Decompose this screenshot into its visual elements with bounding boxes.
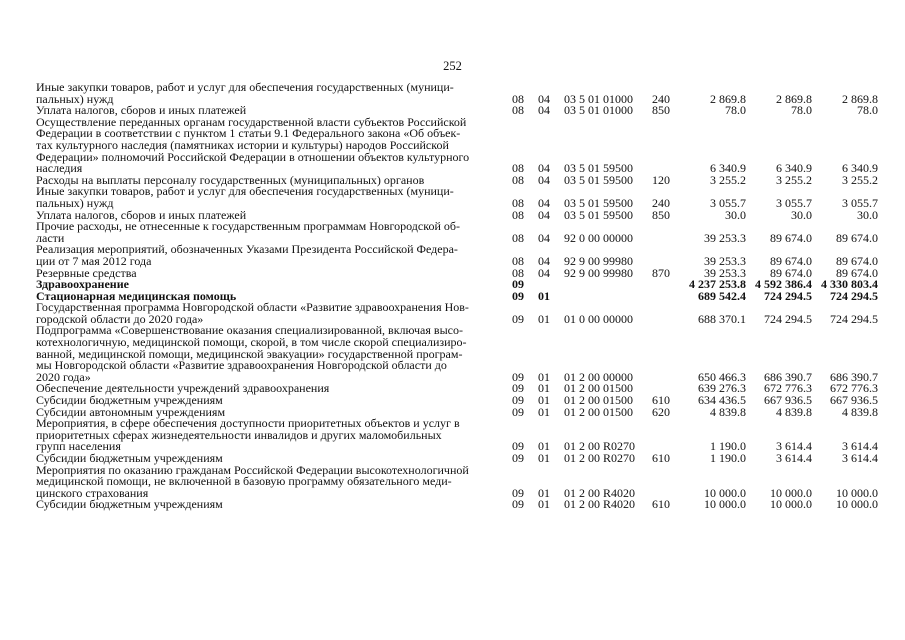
subsection-code-cell: 04	[538, 103, 550, 118]
table-body	[36, 82, 878, 511]
expense-type-cell	[652, 244, 680, 267]
amount-year2-cell: 10 000.0	[770, 485, 812, 500]
section-code-cell: 08	[512, 172, 524, 187]
subsection-code-cell: 04	[538, 253, 550, 268]
amount-year3-cell: 672 776.3	[830, 381, 878, 396]
subsection-code-cell: 01	[538, 369, 550, 384]
subsection-code-cell: 04	[538, 195, 550, 210]
expense-name-line: групп населения	[36, 439, 121, 454]
amount-year1-cell: 78.0	[725, 103, 746, 118]
expense-name-line: Федерации» полномочий Российской Федерации в отношении объектов культурного	[36, 149, 470, 164]
target-article-cell	[564, 291, 652, 303]
amount-year2-cell: 3 614.4	[776, 439, 812, 454]
subsection-code-cell: 04	[538, 172, 550, 187]
expense-type-cell: 620	[652, 404, 670, 419]
amount-year1-cell: 2 869.8	[710, 91, 746, 106]
table-row	[36, 244, 878, 267]
expense-type-cell	[652, 117, 680, 175]
expense-name-line: Резервные средства	[36, 265, 137, 280]
target-article-cell: 92 9 00 99980	[564, 265, 633, 280]
target-article-cell	[564, 279, 652, 291]
section-code-cell: 08	[512, 103, 524, 118]
page-number: 252	[443, 59, 462, 73]
expense-name-cell	[36, 186, 512, 209]
expense-name-line: Подпрограмма «Совершенствование оказания специализированной, включая высо-	[36, 323, 463, 338]
expense-name-line: Мероприятия по оказанию гражданам Российской Федерации высокотехнологичной	[36, 462, 469, 477]
subsection-code-cell: 01	[538, 497, 550, 512]
amount-year3-cell: 89 674.0	[836, 253, 878, 268]
table-row	[36, 117, 878, 175]
target-article-cell: 01 2 00 01500	[564, 404, 633, 419]
expense-type-cell	[652, 221, 680, 244]
amount-year1-cell: 30.0	[725, 207, 746, 222]
subsection-code-cell: 01	[538, 451, 550, 465]
amount-year1-cell: 4 237 253.8	[689, 277, 746, 292]
table-row	[36, 418, 878, 453]
amount-year2-cell: 724 294.5	[764, 288, 812, 303]
expense-name-line: Стационарная медицинская помощь	[36, 288, 237, 303]
expense-name-line: наследия	[36, 161, 83, 176]
expense-name-line: тах культурного наследия (памятниках истории и культуры) народов Российской	[36, 137, 449, 152]
target-article-cell: 92 9 00 99980	[564, 253, 633, 268]
section-code-cell: 09	[512, 277, 524, 292]
target-article-cell: 01 2 00 R0270	[564, 439, 636, 454]
table-row	[36, 465, 878, 500]
expense-type-cell: 850	[652, 103, 670, 118]
subsection-code-cell: 04	[538, 161, 550, 176]
expense-name-cell	[36, 244, 512, 267]
expense-name-line: Субсидии бюджетным учреждениям	[36, 451, 223, 465]
amount-year3-cell: 667 936.5	[830, 393, 878, 408]
subsection-code-cell: 01	[538, 288, 550, 303]
amount-year2-cell: 89 674.0	[770, 253, 812, 268]
amount-year3-cell: 4 839.8	[842, 404, 878, 419]
subsection-code-cell: 04	[538, 265, 550, 280]
amount-year2-cell: 672 776.3	[764, 381, 812, 396]
table-row	[36, 499, 878, 511]
expense-name-line: Реализация мероприятий, обозначенных Указами Президента Российской Федера-	[36, 242, 458, 257]
expense-name-line: котехнологичную, медицинской помощи, скорой, в том числе скорой специализиро-	[36, 335, 467, 350]
expense-name-line: Прочие расходы, не отнесенные к государственным программам Новгородской об-	[36, 219, 460, 234]
table-row	[36, 221, 878, 244]
section-code-cell: 08	[512, 195, 524, 210]
expense-type-cell	[652, 465, 680, 500]
amount-year2-cell: 6 340.9	[776, 161, 812, 176]
amount-year1-cell: 1 190.0	[710, 451, 746, 465]
expense-name-line: мы Новгородской области «Развитие здравоохранения Новгородской области до	[36, 358, 447, 373]
amount-year1-cell: 39 253.3	[704, 265, 746, 280]
amount-year2-cell: 78.0	[791, 103, 812, 118]
target-article-cell: 03 5 01 01000	[564, 103, 633, 118]
section-code-cell: 08	[512, 207, 524, 222]
table-row	[36, 268, 878, 280]
subsection-code-cell: 04	[538, 91, 550, 106]
amount-year3-cell: 2 869.8	[842, 91, 878, 106]
amount-year3-cell: 3 614.4	[842, 439, 878, 454]
amount-year1-cell: 10 000.0	[704, 485, 746, 500]
expense-type-cell: 120	[652, 172, 670, 187]
expense-name-line: Государственная программа Новгородской области «Развитие здравоохранения Нов-	[36, 300, 469, 315]
expense-type-cell: 610	[652, 451, 670, 465]
amount-year2-cell: 4 592 386.4	[755, 277, 812, 292]
expense-name-line: Федерации в соответствии с пунктом 1 статьи 9.1 Федерального закона «Об объек-	[36, 126, 461, 141]
section-code-cell: 09	[512, 381, 524, 396]
section-code-cell: 08	[512, 253, 524, 268]
amount-year2-cell: 724 294.5	[764, 311, 812, 326]
target-article-cell: 03 5 01 01000	[564, 91, 633, 106]
table-row	[36, 302, 878, 325]
budget-table	[36, 82, 878, 511]
expense-name-line: медицинской помощи, не включенной в базовую программу обязательного меди-	[36, 474, 452, 489]
section-code-cell: 08	[512, 230, 524, 245]
section-code-cell: 09	[512, 497, 524, 512]
expense-name-cell	[36, 418, 512, 453]
amount-year1-cell: 650 466.3	[698, 369, 746, 384]
expense-type-cell	[652, 291, 680, 303]
expense-name-line: ласти	[36, 230, 65, 245]
subsection-code-cell: 01	[538, 439, 550, 454]
expense-name-line: Мероприятия, в сфере обеспечения доступности приоритетных объектов и услуг в	[36, 416, 460, 431]
subsection-code-cell: 01	[538, 311, 550, 326]
section-code-cell: 09	[512, 451, 524, 465]
amount-year2-cell: 3 055.7	[776, 195, 812, 210]
amount-year3-cell: 30.0	[857, 207, 878, 222]
target-article-cell: 01 2 00 R4020	[564, 485, 636, 500]
section-code-cell: 08	[512, 265, 524, 280]
amount-year1-cell: 634 436.5	[698, 393, 746, 408]
amount-year2-cell: 3 255.2	[776, 172, 812, 187]
expense-type-cell: 610	[652, 497, 670, 512]
amount-year1-cell: 688 370.1	[698, 311, 746, 326]
section-code-cell: 09	[512, 311, 524, 326]
expense-name-cell	[36, 462, 512, 500]
expense-type-cell: 870	[652, 265, 670, 280]
subsection-code-cell: 01	[538, 393, 550, 408]
table-row	[36, 186, 878, 209]
section-code-cell: 09	[512, 369, 524, 384]
section-code-cell: 08	[512, 161, 524, 176]
target-article-cell: 01 0 00 00000	[564, 311, 633, 326]
table-row	[36, 325, 878, 383]
amount-year3-cell: 89 674.0	[836, 265, 878, 280]
expense-name-line: 2020 года»	[36, 369, 91, 384]
expense-type-cell	[652, 279, 680, 291]
amount-year1-cell: 6 340.9	[710, 161, 746, 176]
expense-name-line: Субсидии автономным учреждениям	[36, 404, 226, 419]
expense-name-line: Обеспечение деятельности учреждений здравоохранения	[36, 381, 330, 396]
subsection-code-cell: 04	[538, 230, 550, 245]
expense-name-cell	[36, 82, 512, 105]
amount-year2-cell: 2 869.8	[776, 91, 812, 106]
expense-type-cell	[652, 302, 680, 325]
amount-year2-cell: 89 674.0	[770, 265, 812, 280]
expense-name-line: Субсидии бюджетным учреждениям	[36, 393, 223, 408]
amount-year1-cell: 39 253.3	[704, 230, 746, 245]
expense-name-cell	[36, 499, 512, 511]
expense-type-cell	[652, 325, 680, 383]
expense-name-line: пальных) нужд	[36, 195, 114, 210]
subsection-code-cell: 01	[538, 404, 550, 419]
target-article-cell: 03 5 01 59500	[564, 161, 633, 176]
amount-year2-cell: 667 936.5	[764, 393, 812, 408]
expense-name-line: приоритетных сферах жизнедеятельности инвалидов и других маломобильных	[36, 427, 442, 442]
amount-year3-cell: 4 330 803.4	[821, 277, 878, 292]
amount-year3-cell: 6 340.9	[842, 161, 878, 176]
expense-name-line: пальных) нужд	[36, 91, 114, 106]
amount-year3-cell: 724 294.5	[830, 288, 878, 303]
amount-year1-cell: 4 839.8	[710, 404, 746, 419]
expense-name-cell	[36, 302, 512, 325]
expense-name-line: городской области до 2020 года»	[36, 311, 204, 326]
target-article-cell: 03 5 01 59500	[564, 195, 633, 210]
subsection-code-cell: 01	[538, 485, 550, 500]
section-code-cell: 09	[512, 485, 524, 500]
amount-year1-cell: 3 255.2	[710, 172, 746, 187]
amount-year2-cell: 30.0	[791, 207, 812, 222]
section-code-cell: 09	[512, 439, 524, 454]
amount-year2-cell: 4 839.8	[776, 404, 812, 419]
expense-name-line: цинского страхования	[36, 485, 149, 500]
amount-year3-cell: 78.0	[857, 103, 878, 118]
expense-name-line: Уплата налогов, сборов и иных платежей	[36, 207, 247, 222]
target-article-cell: 03 5 01 59500	[564, 207, 633, 222]
amount-year3-cell: 686 390.7	[830, 369, 878, 384]
target-article-cell: 01 2 00 R4020	[564, 497, 636, 512]
expense-name-line: Иные закупки товаров, работ и услуг для обеспечения государственных (муници-	[36, 80, 454, 94]
amount-year1-cell: 1 190.0	[710, 439, 746, 454]
amount-year2-cell: 89 674.0	[770, 230, 812, 245]
amount-year3-cell: 3 055.7	[842, 195, 878, 210]
expense-name-line: Уплата налогов, сборов и иных платежей	[36, 103, 247, 118]
amount-year3-cell: 89 674.0	[836, 230, 878, 245]
subsection-code-cell: 04	[538, 207, 550, 222]
amount-year1-cell: 39 253.3	[704, 253, 746, 268]
amount-year3-cell: 724 294.5	[830, 311, 878, 326]
expense-type-cell: 240	[652, 91, 670, 106]
amount-year2-cell: 10 000.0	[770, 497, 812, 512]
amount-year3-cell: 3 255.2	[842, 172, 878, 187]
amount-year2-cell: 3 614.4	[776, 451, 812, 465]
target-article-cell: 01 2 00 00000	[564, 369, 633, 384]
expense-type-cell: 610	[652, 393, 670, 408]
expense-name-cell	[36, 325, 512, 383]
expense-name-line: ции от 7 мая 2012 года	[36, 253, 152, 268]
target-article-cell: 01 2 00 01500	[564, 381, 633, 396]
target-article-cell: 92 0 00 00000	[564, 230, 633, 245]
expense-type-cell	[652, 418, 680, 453]
section-code-cell: 09	[512, 393, 524, 408]
amount-year1-cell: 639 276.3	[698, 381, 746, 396]
amount-year3-cell: 10 000.0	[836, 485, 878, 500]
section-code-cell: 09	[512, 288, 524, 303]
amount-year1-cell: 3 055.7	[710, 195, 746, 210]
expense-name-cell	[36, 114, 512, 176]
amount-year2-cell: 686 390.7	[764, 369, 812, 384]
expense-name-line: Расходы на выплаты персоналу государственных (муниципальных) органов	[36, 172, 425, 187]
expense-name-line: ванной, медицинской помощи, медицинской эвакуации» государственной програм-	[36, 346, 463, 361]
target-article-cell: 03 5 01 59500	[564, 172, 633, 187]
section-code-cell: 08	[512, 91, 524, 106]
expense-type-cell: 850	[652, 207, 670, 222]
expense-name-line: Иные закупки товаров, работ и услуг для обеспечения государственных (муници-	[36, 184, 454, 199]
amount-year3-cell: 10 000.0	[836, 497, 878, 512]
amount-year3-cell: 3 614.4	[842, 451, 878, 465]
target-article-cell: 01 2 00 01500	[564, 393, 633, 408]
amount-year1-cell: 10 000.0	[704, 497, 746, 512]
table-row	[36, 82, 878, 105]
amount-year1-cell: 689 542.4	[698, 288, 746, 303]
expense-name-cell	[36, 221, 512, 244]
expense-type-cell: 240	[652, 195, 670, 210]
expense-name-line: Здравоохранение	[36, 277, 129, 292]
subsection-code-cell: 01	[538, 381, 550, 396]
expense-name-line: Субсидии бюджетным учреждениям	[36, 497, 223, 512]
target-article-cell: 01 2 00 R0270	[564, 451, 636, 465]
expense-name-line: Осуществление переданных органам государственной власти субъектов Российской	[36, 114, 467, 129]
section-code-cell: 09	[512, 404, 524, 419]
